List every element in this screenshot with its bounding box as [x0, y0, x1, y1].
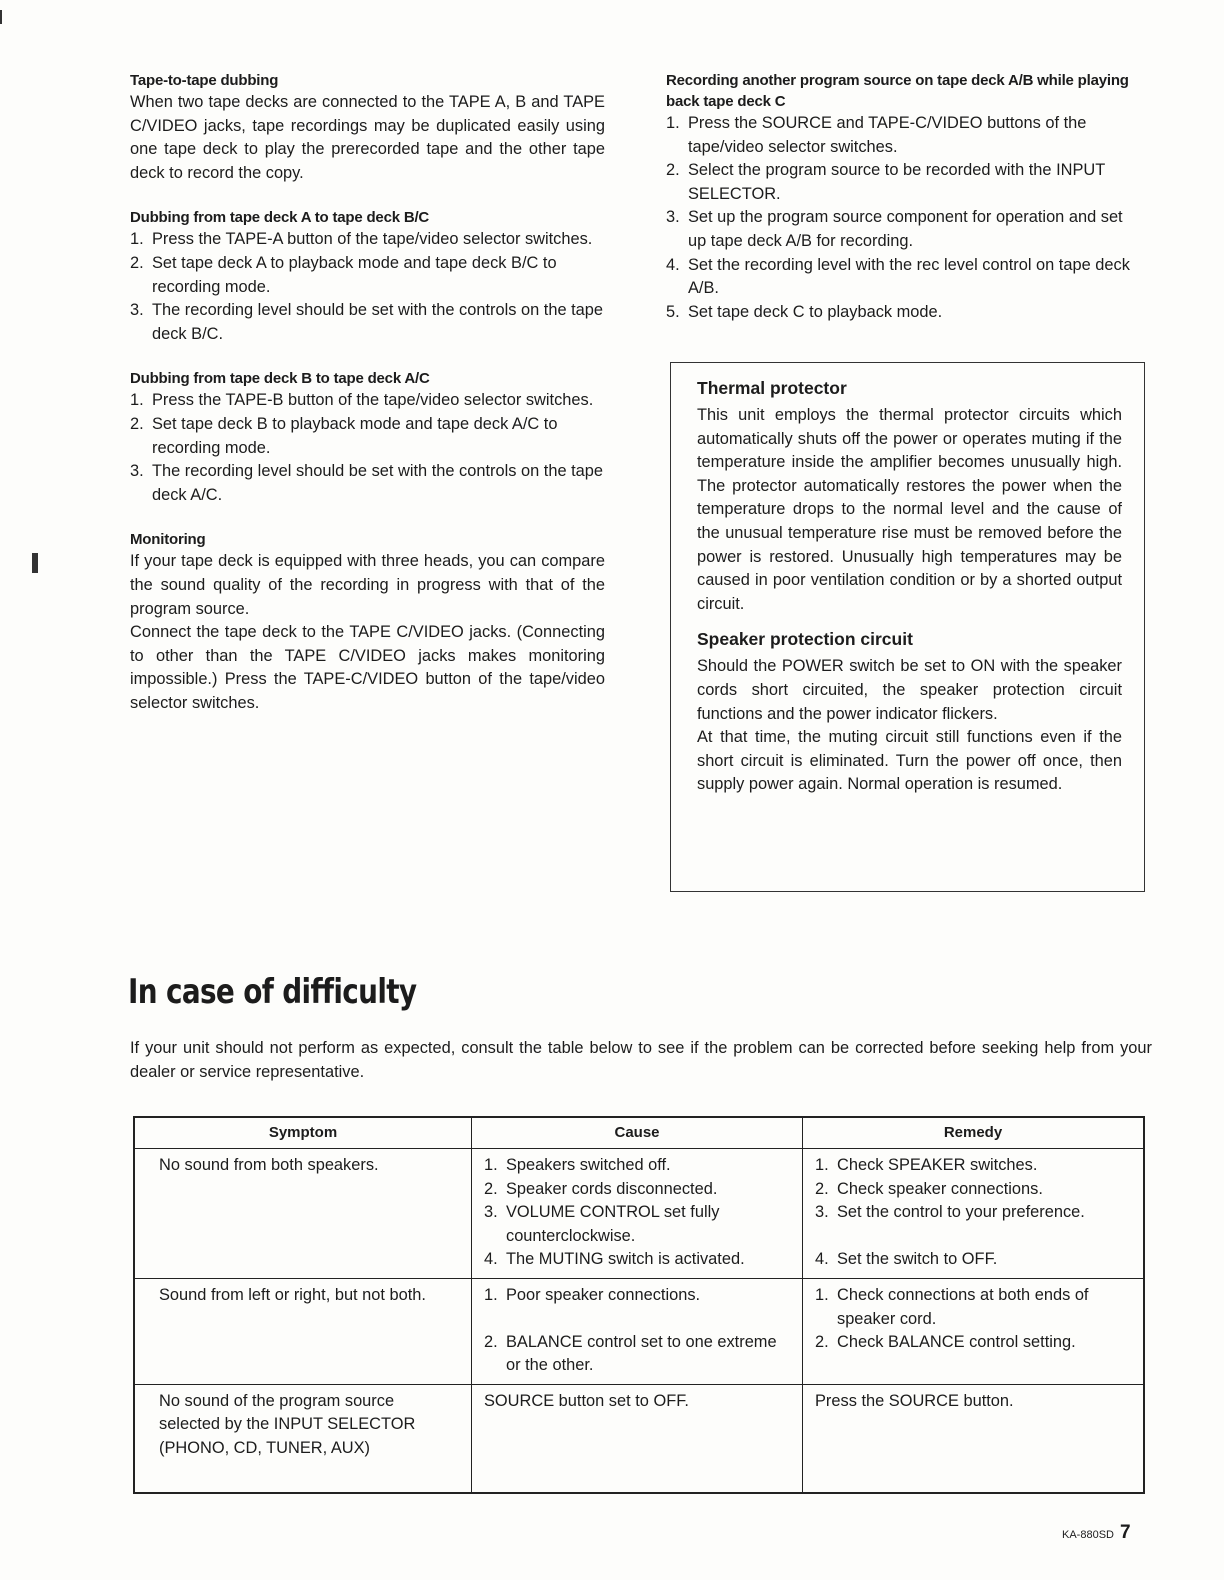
step-number: 2.: [130, 253, 144, 272]
remedy-item: [815, 1284, 1131, 1331]
difficulty-title: In case of difficulty: [128, 972, 417, 1012]
item-number: 1.: [484, 1285, 498, 1304]
section-heading: Dubbing from tape deck B to tape deck A/C: [130, 370, 430, 388]
step-number: 4.: [666, 255, 680, 274]
section-body-2: Connect the tape deck to the TAPE C/VIDEO jacks. (Connecting to other than the TAPE C/VIDEO jacks makes monitoring impossible.) Press the TAPE-C/VIDEO button of the tape/video selector switches.: [130, 623, 605, 712]
item-number: 3.: [484, 1203, 498, 1222]
step-number: 3.: [130, 301, 144, 320]
step-item: [666, 301, 1141, 325]
item-text: The MUTING switch is activated.: [506, 1250, 745, 1269]
speaker-protection-title: Speaker protection circuit: [697, 629, 913, 650]
cause-item: [484, 1248, 790, 1272]
thermal-protector-body: This unit employs the thermal protector circuits which automatically shuts off the power or operates muting if the temperature inside the amplifier becomes unusually high. The protector automatically restores the power when the temperature drops to the normal level and the cause of the unusual temperature rise must be removed before the power is restored. Unusually high temperatures may be caused in poor ventilation condition or by a shorted output circuit.: [697, 406, 1122, 613]
remedy-item: [815, 1178, 1131, 1202]
remedy-cell: Press the SOURCE button.: [803, 1384, 1145, 1493]
item-number: 4.: [484, 1250, 498, 1269]
item-number: 4.: [815, 1249, 829, 1268]
step-number: 5.: [666, 302, 680, 321]
model-number: KA-880SD: [1062, 1529, 1114, 1541]
remedy-list: [815, 1284, 1131, 1355]
step-number: 1.: [130, 230, 144, 249]
item-text: Speaker cords disconnected.: [506, 1179, 718, 1198]
left-column: [130, 70, 605, 737]
step-number: 3.: [666, 208, 680, 227]
step-list: [130, 228, 605, 346]
symptom-cell: No sound of the program source selected by the INPUT SELECTOR (PHONO, CD, TUNER, AUX): [134, 1384, 472, 1493]
cause-item: [484, 1178, 790, 1202]
right-column: [666, 70, 1141, 324]
step-item: [130, 460, 605, 507]
symptom-header: Symptom: [134, 1117, 472, 1149]
step-text: Set the recording level with the rec level control on tape deck A/B.: [688, 255, 1130, 298]
cause-item: [484, 1154, 790, 1178]
cause-header: Cause: [472, 1117, 803, 1149]
cause-list: [484, 1284, 790, 1378]
item-text: Poor speaker connections.: [506, 1285, 701, 1304]
remedy-cell: [803, 1278, 1145, 1384]
item-text: Check speaker connections.: [837, 1179, 1043, 1198]
table-row: [134, 1278, 1144, 1384]
step-item: [666, 254, 1141, 301]
item-text: Check SPEAKER switches.: [837, 1156, 1038, 1174]
step-list: [666, 112, 1141, 324]
page-number: 7: [1119, 1522, 1131, 1543]
step-text: The recording level should be set with the controls on the tape deck A/C.: [152, 462, 604, 504]
scan-mark: [0, 10, 2, 24]
step-text: Press the TAPE-A button of the tape/video selector switches.: [152, 230, 593, 249]
difficulty-intro: If your unit should not perform as expected, consult the table below to see if the problem can be corrected before seeking help from your dealer or service representative.: [130, 1039, 1152, 1081]
troubleshooting-table: [133, 1116, 1145, 1494]
step-text: Set tape deck A to playback mode and tape deck B/C to recording mode.: [152, 253, 557, 296]
item-number: 1.: [815, 1156, 829, 1174]
item-number: 2.: [484, 1332, 498, 1351]
symptom-cell: No sound from both speakers.: [134, 1149, 472, 1279]
item-text: Set the control to your preference.: [837, 1203, 1085, 1222]
cause-list: [484, 1154, 790, 1272]
remedy-list: [815, 1154, 1131, 1271]
step-item: [130, 299, 605, 346]
cause-item: [484, 1284, 790, 1308]
step-item: [666, 159, 1141, 206]
item-text: BALANCE control set to one extreme or the other.: [506, 1332, 777, 1375]
step-text: Press the SOURCE and TAPE-C/VIDEO buttons of the tape/video selector switches.: [688, 114, 1087, 156]
step-text: Set tape deck C to playback mode.: [688, 302, 943, 321]
section-dubbing-b-to-ac: [130, 368, 605, 507]
speaker-protection-block: [697, 628, 1122, 797]
section-dubbing-a-to-bc: [130, 207, 605, 346]
cause-cell: [472, 1278, 803, 1384]
item-number: 1.: [484, 1156, 498, 1174]
remedy-cell: [803, 1149, 1145, 1279]
section-monitoring: [130, 529, 605, 715]
item-number: 2.: [484, 1179, 498, 1198]
item-text: Speakers switched off.: [506, 1156, 671, 1174]
item-text: Check BALANCE control setting.: [837, 1333, 1076, 1352]
protection-notice-box: [670, 362, 1145, 892]
item-text: VOLUME CONTROL set fully counterclockwise.: [506, 1203, 720, 1245]
cause-cell: SOURCE button set to OFF.: [472, 1384, 803, 1493]
item-number: 2.: [815, 1333, 829, 1352]
step-item: [130, 389, 605, 413]
step-text: Select the program source to be recorded with the INPUT SELECTOR.: [688, 161, 1105, 203]
step-number: 2.: [666, 161, 680, 180]
thermal-protector-title: Thermal protector: [697, 378, 847, 398]
remedy-item: [815, 1248, 1131, 1272]
table-header-row: [134, 1117, 1144, 1149]
cause-cell: [472, 1149, 803, 1279]
step-item: [666, 112, 1141, 159]
cause-item: [484, 1331, 790, 1378]
step-item: [666, 206, 1141, 253]
step-text: Press the TAPE-B button of the tape/video selector switches.: [152, 391, 594, 410]
cause-item: [484, 1201, 790, 1248]
section-heading: Dubbing from tape deck A to tape deck B/C: [130, 209, 430, 227]
step-number: 3.: [130, 462, 144, 481]
remedy-item: [815, 1154, 1131, 1178]
item-text: Check connections at both ends of speaker cord.: [837, 1285, 1089, 1328]
step-text: Set tape deck B to playback mode and tape deck A/C to recording mode.: [152, 414, 558, 457]
section-tape-dubbing: [130, 70, 605, 185]
remedy-header: Remedy: [803, 1117, 1145, 1149]
step-list: [130, 389, 605, 507]
speaker-protection-body-2: At that time, the muting circuit still functions even if the short circuit is eliminated. Turn the power off once, then supply power again. Normal operation is resumed.: [697, 728, 1122, 794]
item-number: 1.: [815, 1285, 829, 1304]
page-footer: [1062, 1522, 1131, 1544]
step-text: Set up the program source component for operation and set up tape deck A/B for recording.: [688, 208, 1123, 250]
table-row: [134, 1384, 1144, 1493]
item-number: 3.: [815, 1203, 829, 1222]
symptom-cell: Sound from left or right, but not both.: [134, 1278, 472, 1384]
step-item: [130, 228, 605, 252]
step-item: [130, 413, 605, 460]
section-heading: Tape-to-tape dubbing: [130, 72, 279, 89]
section-body: When two tape decks are connected to the TAPE A, B and TAPE C/VIDEO jacks, tape recordings may be duplicated easily using one tape deck to play the prerecorded tape and the other tape deck to record the copy.: [130, 93, 605, 182]
item-text: Set the switch to OFF.: [837, 1249, 998, 1268]
remedy-item: [815, 1331, 1131, 1355]
section-heading: Monitoring: [130, 531, 206, 549]
step-number: 1.: [666, 114, 680, 132]
section-heading: Recording another program source on tape deck A/B while playing back tape deck C: [666, 72, 1129, 110]
speaker-protection-body: Should the POWER switch be set to ON with the speaker cords short circuited, the speaker protection circuit functions and the power indicator flickers.: [697, 657, 1122, 723]
step-number: 1.: [130, 391, 144, 410]
scan-mark: [32, 553, 38, 573]
thermal-protector-block: [697, 377, 1122, 616]
step-item: [130, 252, 605, 299]
step-text: The recording level should be set with the controls on the tape deck B/C.: [152, 301, 604, 343]
section-body: If your tape deck is equipped with three heads, you can compare the sound quality of the recording in progress with that of the program source.: [130, 552, 605, 618]
table-row: [134, 1149, 1144, 1279]
remedy-item: [815, 1201, 1131, 1225]
step-number: 2.: [130, 414, 144, 433]
item-number: 2.: [815, 1179, 829, 1198]
